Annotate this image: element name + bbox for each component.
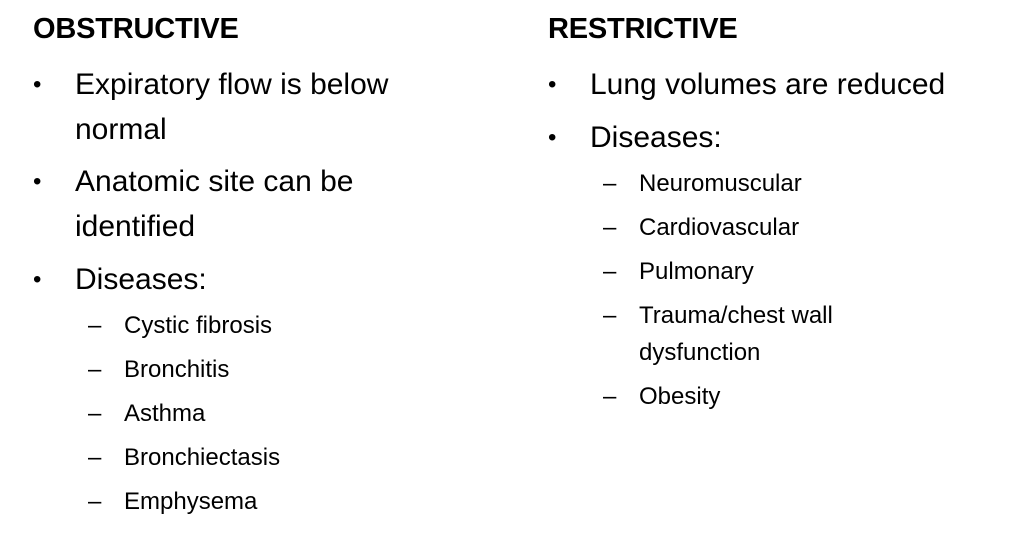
bullet-text: identified: [75, 210, 196, 243]
dash-icon: –: [603, 383, 617, 410]
bullet-text: Expiratory flow is below: [75, 68, 389, 101]
restrictive-heading: RESTRICTIVE: [548, 13, 738, 45]
sub-item-text: Bronchitis: [124, 356, 230, 383]
bullet-icon: •: [33, 168, 42, 195]
sub-item-text: Pulmonary: [639, 258, 754, 285]
sub-item-text: Bronchiectasis: [124, 444, 281, 471]
dash-icon: –: [88, 444, 102, 471]
dash-icon: –: [603, 214, 617, 241]
dash-icon: –: [88, 356, 102, 383]
dash-icon: –: [88, 400, 102, 427]
bullet-text: normal: [75, 113, 167, 146]
sub-item-text: Trauma/chest wall: [639, 302, 833, 329]
bullet-icon: •: [33, 266, 42, 293]
sub-item-text: Cystic fibrosis: [124, 312, 273, 339]
dash-icon: –: [88, 312, 102, 339]
bullet-text: Anatomic site can be: [75, 165, 354, 198]
bullet-icon: •: [548, 71, 557, 98]
dash-icon: –: [603, 170, 617, 197]
dash-icon: –: [88, 488, 102, 515]
bullet-text: Diseases:: [590, 121, 722, 154]
sub-item-text: Asthma: [124, 400, 206, 427]
sub-item-text: Neuromuscular: [639, 170, 802, 197]
sub-item-text: dysfunction: [639, 339, 761, 366]
dash-icon: –: [603, 258, 617, 285]
obstructive-heading: OBSTRUCTIVE: [33, 13, 239, 45]
sub-item-text: Obesity: [639, 383, 721, 410]
bullet-icon: •: [548, 124, 557, 151]
dash-icon: –: [603, 302, 617, 329]
sub-item-text: Emphysema: [124, 488, 258, 515]
sub-item-text: Cardiovascular: [639, 214, 800, 241]
bullet-text: Diseases:: [75, 263, 207, 296]
bullet-icon: •: [33, 71, 42, 98]
bullet-text: Lung volumes are reduced: [590, 68, 946, 101]
